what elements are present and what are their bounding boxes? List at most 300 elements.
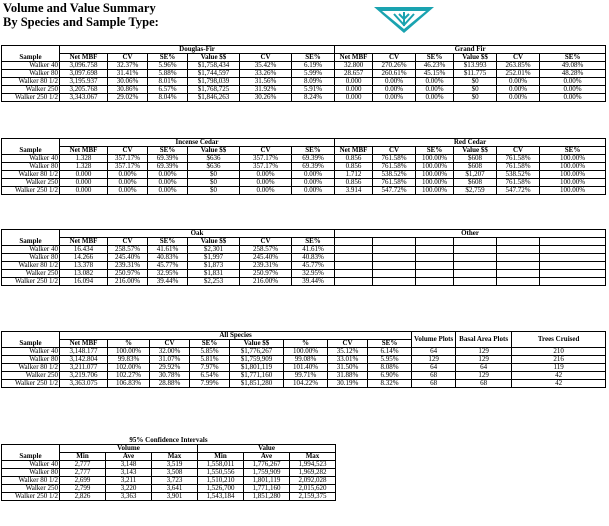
table-row [2,171,606,179]
group-header-row [2,332,606,340]
table-cell: 5.88% [148,70,188,78]
table-cell [497,246,540,254]
table-cell: 28.88% [150,380,190,388]
row-label: Walker 250 [2,86,60,94]
table-cell: 1,851,280 [244,493,290,501]
table-cell: 1,526,700 [198,485,244,493]
table-cell: 48.28% [540,70,606,78]
table-cell: $0 [454,94,497,102]
table-cell: 1,759,909 [244,469,290,477]
table-cell: 0.00% [240,187,292,195]
report-title-line2: By Species and Sample Type: [3,15,159,29]
row-label: Walker 80 1/2 [2,364,60,372]
group-label: Douglas-Fir [60,46,335,54]
column-header: SE% [540,54,606,62]
table-cell: 0.00% [240,171,292,179]
table-cell: 30.26% [240,94,292,102]
column-header: Max [152,453,198,461]
table-cell: 3,143 [106,469,152,477]
table-cell: 64 [456,364,512,372]
group-spacer [2,139,60,147]
column-header-row [2,238,606,246]
row-label: Walker 80 [2,163,60,171]
table-cell: 1.328 [60,163,108,171]
table-cell: 35.12% [328,348,368,356]
table-cell: 761.58% [373,163,416,171]
table-cell: 3,363.075 [60,380,108,388]
table-cell [540,254,606,262]
table-cell: 0.00% [108,179,148,187]
table-cell: 538.52% [497,171,540,179]
table-cell: 45.77% [292,262,335,270]
table-cell: 69.39% [148,155,188,163]
table-cell: $0 [454,86,497,94]
table-cell: 100.00% [416,171,454,179]
table-cell: 35.42% [240,62,292,70]
table-cell: 761.58% [373,155,416,163]
row-label: Walker 40 [2,246,60,254]
table-cell: 245.40% [240,254,292,262]
table-cell: 41.61% [292,246,335,254]
column-header: SE% [190,340,230,348]
table-cell: 42 [512,372,606,380]
table-row [2,278,606,286]
table-cell: 2,092,028 [290,477,336,485]
table-cell: 0.00% [373,78,416,86]
table-cell: 0.00% [373,94,416,102]
table-cell: 3,142.804 [60,356,108,364]
table-cell: 32.00% [150,348,190,356]
row-label: Walker 80 [2,356,60,364]
table-cell: 3,096.758 [60,62,108,70]
table-row [2,469,336,477]
table-cell: 100.00% [108,348,150,356]
table-cell: 106.83% [108,380,150,388]
table-cell: 3,219.706 [60,372,108,380]
column-header: CV [373,147,416,155]
table-cell: $608 [454,179,497,187]
table-cell: 30.19% [328,380,368,388]
table-cell: 260.61% [373,70,416,78]
table-cell [335,270,373,278]
table-cell: 3,211 [106,477,152,485]
row-label: Walker 80 [2,254,60,262]
row-label: Walker 250 1/2 [2,94,60,102]
column-header: Basal Area Plots [456,332,512,348]
table-cell: 547.72% [373,187,416,195]
table-cell: 0.000 [60,179,108,187]
table-cell: 99.08% [284,356,328,364]
column-header: Volume Plots [412,332,456,348]
table-cell: 0.00% [108,171,148,179]
triangle-tree-logo-icon [368,4,440,34]
table-cell: $1,768,725 [188,86,240,94]
table-cell: $1,207 [454,171,497,179]
table-cell: 2,777 [60,469,106,477]
table-cell: 3,097.698 [60,70,108,78]
table-cell: 45.15% [416,70,454,78]
table-cell: 1.328 [60,155,108,163]
table-cell: 0.00% [148,179,188,187]
row-label: Walker 80 1/2 [2,78,60,86]
table-cell: 13.082 [60,270,108,278]
table-cell: 8.04% [148,94,188,102]
table-cell: $1,801,119 [230,364,284,372]
species-table-douglas-fir-grand-fir [1,45,606,102]
table-cell: 8.32% [368,380,412,388]
table-cell: 357.17% [108,155,148,163]
table-cell: $1,831 [188,270,240,278]
table-cell: $0 [188,187,240,195]
column-header: CV [240,54,292,62]
table-cell: 100.00% [416,179,454,187]
column-header: Value $$ [454,147,497,155]
row-label: Walker 250 1/2 [2,187,60,195]
table-cell [373,246,416,254]
table-cell: 0.00% [416,78,454,86]
table-cell: 239.31% [240,262,292,270]
column-header: SE% [148,54,188,62]
table-cell: 2,159,375 [290,493,336,501]
column-header: SE% [540,147,606,155]
table-cell: 30.86% [108,86,148,94]
table-cell: 1,969,282 [290,469,336,477]
table-cell: 99.71% [284,372,328,380]
column-header: Net MBF [335,54,373,62]
table-cell: 31.92% [240,86,292,94]
column-header: Sample [2,340,60,348]
table-row [2,62,606,70]
table-cell: 28.657 [335,70,373,78]
table-cell [540,270,606,278]
table-row [2,380,606,388]
column-header-row [2,54,606,62]
table-cell: $1,771,160 [230,372,284,380]
table-cell: 102.00% [108,364,150,372]
table-cell: 3,363 [106,493,152,501]
table-cell: 547.72% [497,187,540,195]
group-label: All Species [60,332,412,340]
table-cell: 3,220 [106,485,152,493]
table-cell: 3,901 [152,493,198,501]
table-cell: $1,744,597 [188,70,240,78]
table-cell: 258.57% [240,246,292,254]
table-cell: 32.37% [108,62,148,70]
row-label: Walker 250 [2,485,60,493]
column-header: Sample [2,238,60,246]
column-header: Max [290,453,336,461]
table-cell: 1,550,556 [198,469,244,477]
table-row [2,270,606,278]
group-header-row [2,46,606,54]
table-cell [454,246,497,254]
table-cell: 357.17% [240,155,292,163]
table-cell: 31.07% [150,356,190,364]
table-cell: 3,211.077 [60,364,108,372]
column-header: Net MBF [335,147,373,155]
row-label: Walker 40 [2,348,60,356]
table-cell: $608 [454,163,497,171]
table-cell [373,262,416,270]
table-cell: 41.61% [148,246,188,254]
table-cell [540,278,606,286]
table-cell [373,278,416,286]
table-cell: 5.81% [190,356,230,364]
table-cell: 0.00% [416,86,454,94]
row-label: Walker 80 1/2 [2,477,60,485]
table-cell: 3.914 [335,187,373,195]
table-cell: 129 [412,356,456,364]
table-cell: 2,777 [60,461,106,469]
table-row [2,364,606,372]
group-label: Grand Fir [335,46,606,54]
table-cell: 0.00% [292,179,335,187]
table-cell: 0.856 [335,179,373,187]
table-cell: 7.97% [190,364,230,372]
table-row [2,86,606,94]
ci-title: 95% Confidence Intervals [129,437,208,444]
table-cell: 5.85% [190,348,230,356]
table-row [2,163,606,171]
group-header-row [2,445,336,453]
table-cell: 258.57% [108,246,148,254]
table-cell: 761.58% [497,179,540,187]
table-cell: $1,759,909 [230,356,284,364]
table-cell: 42 [512,380,606,388]
group-label: Oak [60,230,335,238]
table-row [2,155,606,163]
group-header-row [2,230,606,238]
table-cell [540,262,606,270]
column-header: CV [150,340,190,348]
table-cell: $1,776,267 [230,348,284,356]
table-cell: 6.19% [292,62,335,70]
table-cell: 5.96% [148,62,188,70]
table-cell: 33.26% [240,70,292,78]
table-cell: 100.00% [540,187,606,195]
column-header: SE% [416,54,454,62]
table-cell: $1,758,434 [188,62,240,70]
table-cell: 30.06% [108,78,148,86]
column-header: % [108,340,150,348]
table-cell: 8.09% [292,78,335,86]
table-cell: 69.39% [292,163,335,171]
table-cell: $0 [188,171,240,179]
group-spacer [2,332,60,340]
group-label: Incense Cedar [60,139,335,147]
table-cell: 8.01% [148,78,188,86]
group-label: Volume [60,445,198,453]
row-label: Walker 80 [2,70,60,78]
table-cell: 100.00% [540,171,606,179]
table-cell [373,254,416,262]
column-header: CV [108,54,148,62]
table-cell: 0.000 [335,94,373,102]
table-cell: $11.775 [454,70,497,78]
table-row [2,485,336,493]
table-cell: 0.000 [60,187,108,195]
column-header: SE% [292,147,335,155]
column-header: CV [108,147,148,155]
table-cell: 0.856 [335,155,373,163]
report-title [3,1,159,29]
table-cell: 68 [412,372,456,380]
table-cell: 1,994,523 [290,461,336,469]
table-cell: 30.78% [150,372,190,380]
column-header: Sample [2,147,60,155]
table-cell: 0.00% [497,78,540,86]
table-cell: 32.95% [292,270,335,278]
table-cell: 100.00% [540,179,606,187]
table-cell: 129 [456,356,512,364]
table-row [2,477,336,485]
table-cell: 3,195.937 [60,78,108,86]
row-label: Walker 40 [2,461,60,469]
table-cell: 40.83% [148,254,188,262]
table-cell: 1,776,267 [244,461,290,469]
table-cell [454,270,497,278]
table-cell: 40.83% [292,254,335,262]
table-cell: 357.17% [108,163,148,171]
table-cell: 0.000 [335,86,373,94]
table-cell [416,262,454,270]
table-cell: 31.41% [108,70,148,78]
column-header: % [284,340,328,348]
table-cell: 2,699 [60,477,106,485]
table-cell: 39.44% [292,278,335,286]
table-cell: 0.000 [60,171,108,179]
table-cell: 6.14% [368,348,412,356]
table-cell: 13.378 [60,262,108,270]
column-header [373,238,416,246]
table-cell: 129 [456,372,512,380]
table-cell [335,254,373,262]
column-header [497,238,540,246]
column-header: SE% [292,238,335,246]
table-cell: 69.39% [148,163,188,171]
table-cell [416,254,454,262]
table-cell [540,246,606,254]
table-cell: 102.27% [108,372,150,380]
table-cell: 245.40% [108,254,148,262]
table-cell: 3,148 [106,461,152,469]
table-cell: 0.00% [148,187,188,195]
table-cell: 1,543,184 [198,493,244,501]
column-header: SE% [368,340,412,348]
table-cell [497,278,540,286]
ci-title-row [2,437,336,445]
row-label: Walker 80 1/2 [2,262,60,270]
table-cell [416,278,454,286]
table-cell: 0.00% [540,78,606,86]
table-row [2,372,606,380]
table-cell: 33.01% [328,356,368,364]
table-cell [454,278,497,286]
column-header: Sample [2,54,60,62]
table-cell: 761.58% [373,179,416,187]
table-cell: 0.00% [148,171,188,179]
table-row [2,493,336,501]
table-cell: 357.17% [240,163,292,171]
table-cell: 7.99% [190,380,230,388]
table-cell: 100.00% [540,163,606,171]
table-cell: $2,301 [188,246,240,254]
row-label: Walker 250 1/2 [2,493,60,501]
table-cell: 263.85% [497,62,540,70]
report-title-line1: Volume and Value Summary [3,1,156,15]
table-cell: 69.39% [292,155,335,163]
table-cell: 49.08% [540,62,606,70]
column-header: Min [60,453,106,461]
table-cell: 16.434 [60,246,108,254]
table-cell: 2,799 [60,485,106,493]
column-header: CV [497,54,540,62]
column-header: Net MBF [60,147,108,155]
table-cell: 0.00% [292,187,335,195]
table-row [2,348,606,356]
column-header [335,238,373,246]
table-row [2,246,606,254]
table-cell: 1,558,011 [198,461,244,469]
table-cell: 0.00% [540,86,606,94]
column-header: CV [240,147,292,155]
group-spacer [2,46,60,54]
table-cell: $0 [454,78,497,86]
table-cell [335,278,373,286]
column-header: Sample [2,453,60,461]
table-cell: $1,851,280 [230,380,284,388]
table-cell: 250.97% [108,270,148,278]
table-row [2,78,606,86]
column-header: Net MBF [60,54,108,62]
table-cell: 100.00% [540,155,606,163]
table-cell: 239.31% [108,262,148,270]
species-table-oak-other [1,229,606,286]
group-header-row [2,139,606,147]
table-cell: $1,798,039 [188,78,240,86]
table-cell: 5.95% [368,356,412,364]
table-row [2,461,336,469]
table-cell: 16.094 [60,278,108,286]
table-cell: 100.00% [416,163,454,171]
table-cell: 29.02% [108,94,148,102]
table-cell: 2,826 [60,493,106,501]
table-cell: 250.97% [240,270,292,278]
table-cell: $0 [188,179,240,187]
table-cell: 5.99% [292,70,335,78]
table-row [2,262,606,270]
table-cell [335,262,373,270]
column-header-row [2,147,606,155]
table-cell: $636 [188,163,240,171]
table-cell: $13.993 [454,62,497,70]
table-cell: 0.00% [108,187,148,195]
table-cell: 0.00% [373,86,416,94]
table-cell: 32.95% [148,270,188,278]
table-cell: 39.44% [148,278,188,286]
table-cell: 1,510,210 [198,477,244,485]
table-cell: 29.92% [150,364,190,372]
column-header: CV [373,54,416,62]
column-header: SE% [148,238,188,246]
column-header: Value $$ [188,147,240,155]
row-label: Walker 80 [2,469,60,477]
column-header [416,238,454,246]
all-species-table [1,331,606,388]
column-header [540,238,606,246]
table-cell [335,246,373,254]
table-cell: 0.000 [335,78,373,86]
